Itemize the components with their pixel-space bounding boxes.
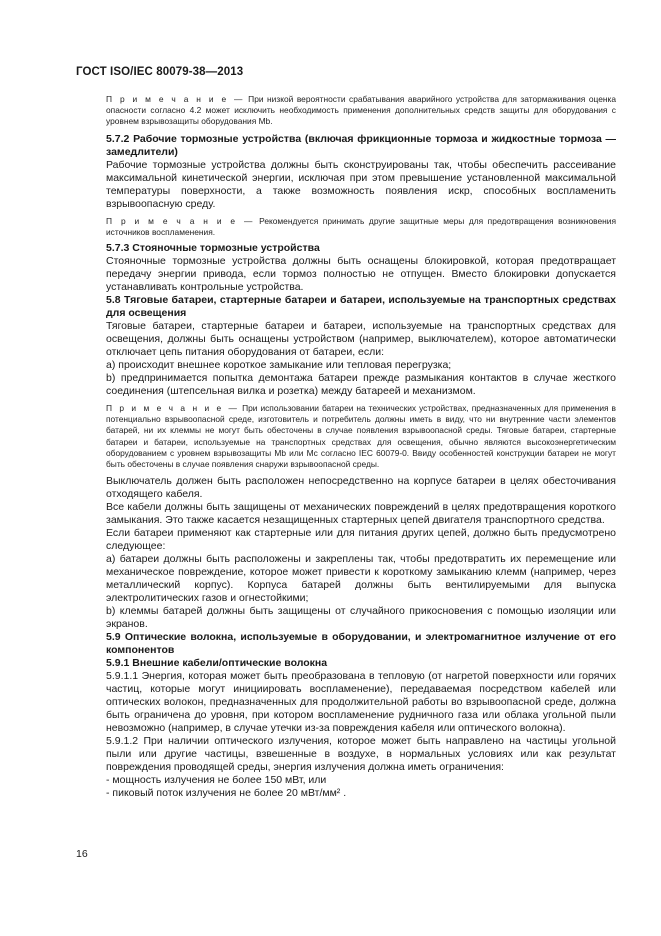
section-heading bbox=[76, 657, 616, 670]
paragraph-block bbox=[76, 501, 616, 527]
paragraph-block bbox=[76, 527, 616, 553]
list-paragraph-a: а) происходит внешнее короткое замыкание или тепловая перегрузка; bbox=[106, 359, 452, 372]
list-item: - мощность излучения не более 150 мВт, или bbox=[106, 774, 327, 787]
note-text: Рекомендуется принимать другие защитные меры для предотвращения возникновения источников воспламенения. bbox=[106, 215, 616, 237]
heading-5-9: 5.9 Оптические волокна, используемые в оборудовании, и электромагнитное излучение от его компонентов bbox=[106, 631, 616, 657]
note-block bbox=[76, 403, 616, 470]
paragraph-block bbox=[76, 735, 616, 774]
note-label: П р и м е ч а н и е — bbox=[106, 215, 255, 226]
paragraph: 5.9.1.1 Энергия, которая может быть преобразована в тепловую (от нагретой поверхности или горячих частиц, которые могут инициировать воспламенение), передаваемая посредством кабелей или оптических волокон, предназначенных для продолжительной работы во взрывоопасной среде, должна быть ограничена до уровня, при котором воспламенение рудничного газа или облака угольной пыли невозможно (например, в случае утечки из-за повреждения кабеля или оптического волокна). bbox=[106, 670, 616, 735]
paragraph-block bbox=[76, 553, 616, 605]
note-block bbox=[76, 216, 616, 238]
paragraph-block bbox=[76, 359, 616, 372]
list-block bbox=[76, 787, 616, 800]
list-paragraph-b: b) предпринимается попытка демонтажа батареи прежде размыкания контактов в случае жесткого соединения (штепсельная вилка и розетка) между батареей и механизмом. bbox=[106, 372, 616, 398]
paragraph-block bbox=[76, 372, 616, 398]
list-paragraph-b: b) клеммы батарей должны быть защищены от случайного прикосновения с помощью изоляции или экранов. bbox=[106, 605, 616, 631]
heading-5-7-3: 5.7.3 Стояночные тормозные устройства bbox=[106, 242, 320, 255]
heading-5-9-1: 5.9.1 Внешние кабели/оптические волокна bbox=[106, 657, 328, 670]
list-paragraph-a: а) батареи должны быть расположены и закреплены так, чтобы предотвратить их перемещение или механическое повреждение, которое может привести к короткому замыканию клемм (например, через металлический корпус). Корпуса батарей должны быть вентилируемыми для выпуска электролитических газов и огнестойкими; bbox=[106, 553, 616, 605]
note-text: При использовании батареи на технических устройствах, предназначенных для применения в потенциально взрывоопасной среде, изготовитель и потребитель должны иметь в виду, что ни внутренние части элементов батарей, ни их клеммы не могут быть обесточены в случае появления взрывоопасной среды. Тяговые батареи, стартерные батареи и батареи, используемые на транспортных средствах для освещения, обычно являются высокоэнергетическим оборудованием с уровнем взрывозащиты Mb или Mc согласно IEC 60079-0. Ввиду особенностей конструкции батареи не могут быть обесточены в случае появления снаружи взрывоопасной среды. bbox=[106, 403, 616, 470]
page-body bbox=[106, 94, 616, 800]
note-paragraph bbox=[76, 403, 616, 470]
list-item: - пиковый поток излучения не более 20 мВт/мм² . bbox=[106, 787, 347, 800]
note-label: П р и м е ч а н и е — bbox=[106, 94, 245, 104]
paragraph: Стояночные тормозные устройства должны быть оснащены блокировкой, которая предотвращает передачу энергии привода, если тормоз полностью не отпущен. Вместо блокировки допускается устанавливать контрольные устройства. bbox=[106, 255, 616, 294]
note-text: При низкой вероятности срабатывания аварийного устройства для затормаживания оценка опасности согласно 4.2 может исключить необходимость применения дополнительных средств защиты для оборудования с уровнем взрывозащиты оборудования Mb. bbox=[106, 94, 616, 127]
note-paragraph bbox=[76, 216, 616, 238]
paragraph: 5.9.1.2 При наличии оптического излучения, которое может быть направлено на частицы угольной пыли или другие частицы, взвешенные в воздухе, в нормальных условиях или как результат повреждения проводящей среды, энергия излучения должна иметь ограничения: bbox=[106, 735, 616, 774]
heading-5-7-2: 5.7.2 Рабочие тормозные устройства (включая фрикционные тормоза и жидкостные тормоза — замедлители) bbox=[106, 132, 616, 158]
paragraph: Тяговые батареи, стартерные батареи и батареи, используемые на транспортных средствах для освещения, должны быть оснащены устройством (например, выключателем), которое автоматически отключает цепь питания оборудования от батареи, если: bbox=[106, 320, 616, 359]
paragraph: Рабочие тормозные устройства должны быть сконструированы так, чтобы обеспечить рассеивание максимальной кинетической энергии, исключая при этом превышение установленной максимальной температуры поверхности, а также возможность появления искр, способных воспламенить взрывоопасную среду. bbox=[106, 158, 616, 210]
paragraph-block bbox=[76, 159, 616, 211]
note-block bbox=[76, 94, 616, 128]
section-heading bbox=[76, 133, 616, 159]
paragraph-block bbox=[76, 670, 616, 735]
paragraph: Выключатель должен быть расположен непосредственно на корпусе батареи в целях обесточивания отходящего кабеля. bbox=[106, 475, 616, 501]
paragraph-block bbox=[76, 320, 616, 359]
paragraph: Все кабели должны быть защищены от механических повреждений в целях предотвращения короткого замыкания. Это также касается незащищенных стартерных цепей двигателя транспортного средства. bbox=[106, 501, 616, 527]
document-header: ГОСТ ISO/IEC 80079-38—2013 bbox=[76, 66, 244, 78]
section-heading bbox=[76, 242, 616, 255]
paragraph-block bbox=[76, 605, 616, 631]
section-heading bbox=[76, 294, 616, 320]
heading-5-8: 5.8 Тяговые батареи, стартерные батареи и батареи, используемые на транспортных средствах для освещения bbox=[106, 294, 616, 320]
paragraph-block bbox=[76, 255, 616, 294]
section-heading bbox=[76, 631, 616, 657]
note-paragraph bbox=[76, 94, 616, 128]
list-block bbox=[76, 774, 616, 787]
note-label: П р и м е ч а н и е — bbox=[106, 403, 240, 414]
paragraph-block bbox=[76, 475, 616, 501]
paragraph: Если батареи применяют как стартерные или для питания других цепей, должно быть предусмотрено следующее: bbox=[106, 527, 616, 553]
page-number: 16 bbox=[76, 848, 88, 860]
